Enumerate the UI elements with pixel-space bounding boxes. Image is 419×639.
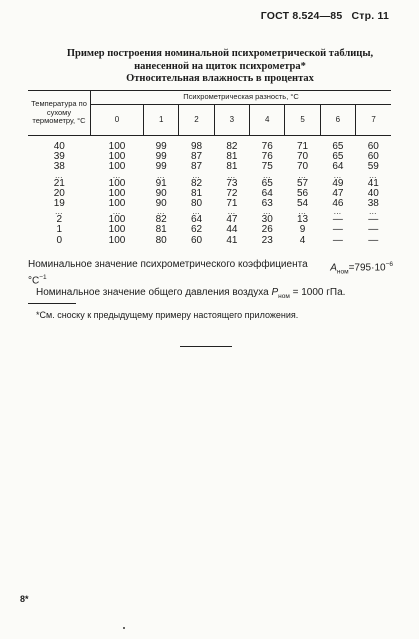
temperature-cell: 0 — [56, 234, 63, 246]
humidity-cell: 63 — [261, 198, 273, 210]
pressure-symbol: P — [271, 287, 279, 298]
humidity-cell: — — [368, 234, 379, 246]
ellipsis-cell: … — [333, 207, 343, 217]
humidity-cell: 76 — [261, 151, 273, 163]
coefficient-value: $A_{ном}=795\cdot 10^{-6}$ — [330, 261, 393, 276]
ellipsis-cell: … — [298, 207, 308, 217]
humidity-cell: 26 — [261, 224, 273, 236]
humidity-cell: 9 — [299, 224, 306, 236]
humidity-cell: 40 — [367, 187, 379, 199]
coefficient-note — [28, 258, 393, 287]
column-header: 1 — [144, 105, 179, 136]
humidity-cell: 100 — [108, 161, 126, 173]
humidity-cell: 81 — [226, 161, 238, 173]
humidity-cell: 87 — [190, 161, 203, 173]
ellipsis-cell: … — [112, 207, 122, 217]
temperature-cell: 21 — [53, 177, 65, 189]
temperature-cell: 38 — [53, 161, 65, 173]
column-header: 0 — [91, 105, 144, 136]
humidity-cell: 71 — [226, 198, 238, 210]
psychrometric-difference-header: Психрометрическая разность, °С — [91, 91, 392, 105]
pressure-note — [36, 287, 396, 300]
humidity-cell: 38 — [367, 198, 379, 210]
title-line-2: нанесенной на щиток психрометра* — [134, 60, 306, 72]
humidity-cell: 41 — [367, 177, 379, 189]
ellipsis-cell: … — [368, 170, 378, 180]
ellipsis-cell: … — [227, 207, 237, 217]
humidity-cell: 23 — [261, 234, 273, 246]
humidity-cell: 13 — [297, 214, 309, 226]
pressure-subscript: ном — [278, 293, 290, 300]
signature-mark: 8* — [20, 594, 29, 604]
table-body — [28, 136, 391, 246]
humidity-cell: 82 — [155, 214, 167, 226]
humidity-cell: 46 — [332, 198, 344, 210]
humidity-cell: 64 — [190, 214, 203, 226]
humidity-cell: 81 — [226, 151, 238, 163]
humidity-cell: 100 — [108, 177, 126, 189]
humidity-cell: 99 — [155, 141, 167, 152]
humidity-cell: 30 — [261, 214, 273, 226]
humidity-cell: 60 — [367, 141, 379, 152]
ellipsis-cell: … — [54, 170, 64, 180]
ellipsis-cell: … — [298, 170, 308, 180]
humidity-cell: — — [332, 224, 343, 236]
scan-speck — [123, 627, 125, 629]
humidity-cell: 60 — [367, 151, 379, 163]
ellipsis-cell: … — [156, 170, 166, 180]
humidity-cell: 100 — [108, 224, 126, 236]
humidity-cell: 65 — [261, 177, 273, 189]
humidity-cell: 82 — [190, 177, 203, 189]
humidity-cell: — — [332, 214, 343, 226]
temperature-cell: 39 — [53, 151, 65, 163]
humidity-cell: 41 — [226, 234, 238, 246]
coefficient-unit: $^\circ С^{-1}$ — [28, 274, 47, 287]
ellipsis-cell: … — [262, 170, 272, 180]
pressure-text: Номинальное значение общего давления воздуха — [36, 287, 269, 298]
pressure-value: = 1000 гПа. — [292, 287, 346, 298]
humidity-cell: 80 — [190, 198, 203, 210]
humidity-cell: 49 — [332, 177, 344, 189]
humidity-cell: 72 — [226, 187, 238, 199]
humidity-cell: 90 — [155, 198, 167, 210]
humidity-cell: 100 — [108, 214, 126, 226]
humidity-cell: 81 — [155, 224, 167, 236]
temperature-cell: 1 — [56, 224, 63, 236]
humidity-cell: 87 — [190, 151, 203, 163]
page-header — [261, 10, 389, 22]
humidity-cell: 100 — [108, 141, 126, 152]
humidity-cell: — — [368, 214, 379, 226]
ellipsis-cell: … — [192, 170, 202, 180]
title-line-1: Пример построения номинальной психрометрической таблицы, — [66, 48, 374, 59]
humidity-cell: 70 — [297, 151, 309, 163]
humidity-cell: 73 — [226, 177, 238, 189]
footnote-divider — [28, 303, 76, 304]
humidity-cell: 59 — [367, 161, 379, 173]
column-header: 3 — [214, 105, 249, 136]
column-header: 2 — [179, 105, 214, 136]
humidity-cell: 70 — [297, 161, 309, 173]
humidity-cell: 90 — [155, 187, 167, 199]
ellipsis-cell: … — [192, 207, 202, 217]
humidity-cell: — — [332, 234, 343, 246]
humidity-cell: 99 — [155, 151, 167, 163]
humidity-cell: 99 — [155, 161, 167, 173]
humidity-cell: 60 — [190, 234, 203, 246]
ellipsis-cell: … — [156, 207, 166, 217]
ellipsis-cell: … — [333, 170, 343, 180]
column-header: 6 — [320, 105, 355, 136]
table-row — [28, 136, 391, 153]
page-number: Стр. 11 — [351, 10, 389, 22]
column-header: 7 — [356, 105, 391, 136]
humidity-cell: 54 — [297, 198, 309, 210]
humidity-cell: 65 — [332, 141, 344, 152]
column-header: 4 — [250, 105, 285, 136]
humidity-cell: 82 — [226, 141, 238, 152]
humidity-cell: 64 — [261, 187, 273, 199]
ellipsis-cell: … — [227, 170, 237, 180]
table-row — [28, 236, 391, 246]
humidity-cell: — — [368, 224, 379, 236]
section-divider — [180, 346, 232, 347]
humidity-cell: 4 — [299, 234, 306, 246]
humidity-cell: 65 — [332, 151, 344, 163]
humidity-cell: 44 — [226, 224, 238, 236]
humidity-cell: 76 — [261, 141, 273, 152]
humidity-cell: 98 — [190, 141, 203, 152]
title-line-3: Относительная влажность в процентах — [126, 73, 314, 84]
humidity-cell: 57 — [297, 177, 309, 189]
temperature-column-header: Температура по сухому термометру, °С — [28, 91, 91, 136]
humidity-cell: 100 — [108, 187, 126, 199]
humidity-cell: 91 — [155, 177, 167, 189]
ellipsis-cell: … — [112, 170, 122, 180]
column-header: 5 — [285, 105, 320, 136]
table-title — [40, 48, 400, 86]
standard-number: ГОСТ 8.524—85 — [260, 10, 343, 22]
humidity-cell: 100 — [108, 151, 126, 163]
temperature-cell: 20 — [53, 187, 65, 199]
humidity-cell: 75 — [261, 161, 273, 173]
humidity-cell: 56 — [297, 187, 309, 199]
temperature-cell: 40 — [53, 141, 65, 152]
coefficient-text: Номинальное значение психрометрического коэффициента — [28, 259, 308, 270]
humidity-cell: 100 — [108, 198, 126, 210]
ellipsis-cell: … — [54, 207, 64, 217]
humidity-cell: 64 — [332, 161, 344, 173]
ellipsis-cell: … — [262, 207, 272, 217]
temperature-cell: 2 — [56, 214, 63, 226]
ellipsis-cell: … — [368, 207, 378, 217]
humidity-cell: 47 — [226, 214, 238, 226]
humidity-cell: 81 — [190, 187, 203, 199]
humidity-cell: 47 — [332, 187, 344, 199]
psychrometric-table — [28, 90, 391, 246]
temperature-cell: 19 — [53, 198, 65, 210]
footnote: *См. сноску к предыдущему примеру настоящего приложения. — [36, 310, 299, 320]
humidity-cell: 100 — [108, 234, 126, 246]
humidity-cell: 62 — [190, 224, 203, 236]
humidity-cell: 71 — [297, 141, 309, 152]
humidity-cell: 80 — [155, 234, 167, 246]
